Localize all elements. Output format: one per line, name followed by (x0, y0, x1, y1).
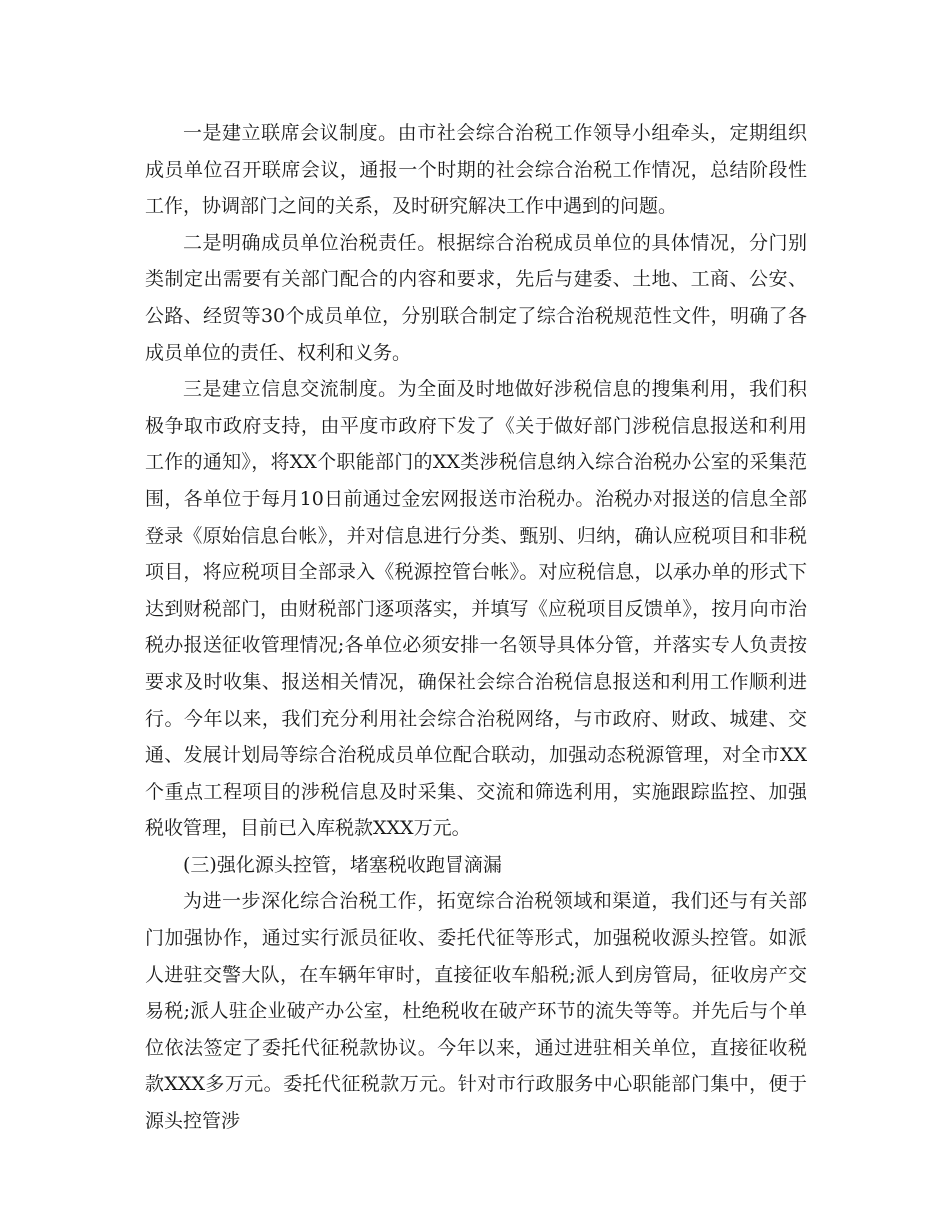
section-heading-source-control: (三)强化源头控管，堵塞税收跑冒滴漏 (183, 853, 502, 876)
document-body (145, 115, 807, 1140)
paragraph-source-control: 为进一步深化综合治税工作，拓宽综合治税领域和渠道，我们还与有关部门加强协作，通过实行派员征收、委托代征等形式，加强税收源头控管。如派人进驻交警大队，在车辆年审时，直接征收车船税;派人到房管局，征收房产交易税;派人驻企业破产办公室，杜绝税收在破产环节的流失等等。并先后与个单位依法签定了委托代征税款协议。今年以来，通过进驻相关单位，直接征收税款XXX多万元。委托代征税款万元。针对市行政服务中心职能部门集中，便于源头控管涉 (145, 890, 807, 1133)
paragraph-information-exchange-system: 三是建立信息交流制度。为全面及时地做好涉税信息的搜集利用，我们积极争取市政府支持，由平度市政府下发了《关于做好部门涉税信息报送和利用工作的通知》，将XX个职能部门的XX类涉税信息纳入综合治税办公室的采集范围，各单位于每月10日前通过金宏网报送市治税办。治税办对报送的信息全部登录《原始信息台帐》，并对信息进行分类、甄别、归纳，确认应税项目和非税项目，将应税项目全部录入《税源控管台帐》。对应税信息，以承办单的形式下达到财税部门，由财税部门逐项落实，并填写《应税项目反馈单》，按月向市治税办报送征收管理情况;各单位必须安排一名领导具体分管，并落实专人负责按要求及时收集、报送相关情况，确保社会综合治税信息报送和利用工作顺利进行。今年以来，我们充分利用社会综合治税网络，与市政府、财政、城建、交通、发展计划局等综合治税成员单位配合联动，加强动态税源管理，对全市XX个重点工程项目的涉税信息及时采集、交流和筛选利用，实施跟踪监控、加强税收管理，目前已入库税款XXX万元。 (145, 378, 807, 840)
paragraph-joint-meeting-system: 一是建立联席会议制度。由市社会综合治税工作领导小组牵头，定期组织成员单位召开联席会议，通报一个时期的社会综合治税工作情况，总结阶段性工作，协调部门之间的关系，及时研究解决工作中遇到的问题。 (145, 122, 807, 218)
paragraph-member-unit-responsibility: 二是明确成员单位治税责任。根据综合治税成员单位的具体情况，分门别类制定出需要有关部门配合的内容和要求，先后与建委、土地、工商、公安、公路、经贸等30个成员单位，分别联合制定了综合治税规范性文件，明确了各成员单位的责任、权利和义务。 (145, 231, 807, 364)
